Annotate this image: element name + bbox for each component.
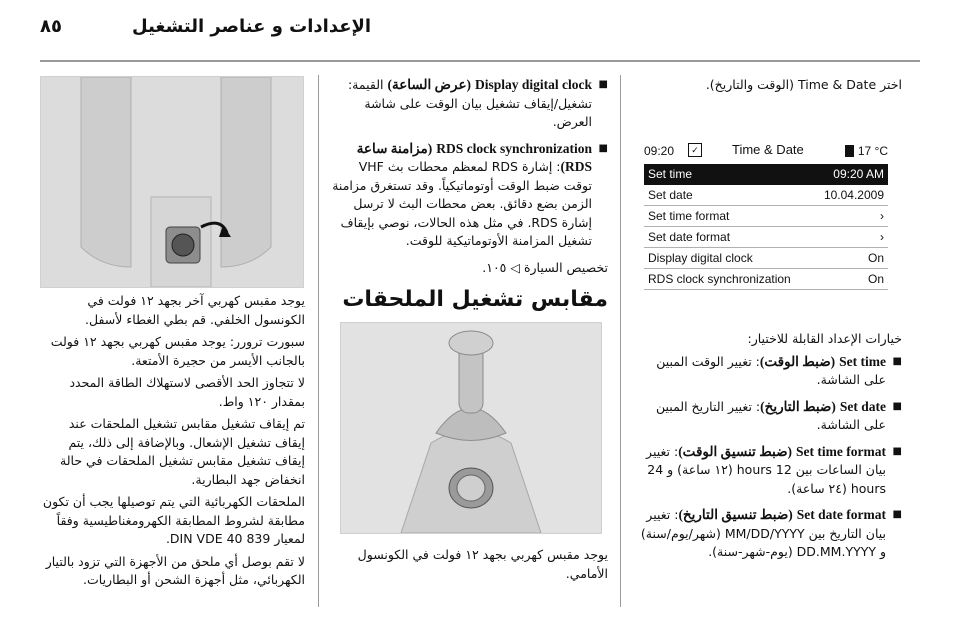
menu-row-label: Set time bbox=[648, 167, 693, 181]
time-date-screen bbox=[630, 132, 902, 324]
setting-term: Set date format bbox=[796, 507, 886, 522]
front-socket-photo bbox=[340, 322, 602, 534]
menu-row-value: 10.04.2009 bbox=[823, 188, 884, 202]
setting-item bbox=[632, 353, 902, 390]
photo-caption: يوجد مقبس كهربي بجهد ١٢ فولت في الكونسول الأمامي. bbox=[357, 547, 608, 581]
column-divider-right bbox=[620, 75, 621, 607]
page-number: ٨٥ bbox=[40, 16, 62, 37]
menu-row-set-date-format[interactable] bbox=[644, 227, 888, 248]
settings-list bbox=[632, 330, 902, 570]
screen-temperature bbox=[845, 144, 888, 158]
menu-row-label: RDS clock synchronization bbox=[648, 272, 791, 286]
menu-row-value: 09:20 AM bbox=[833, 167, 884, 181]
menu-row-value: On bbox=[867, 251, 884, 265]
setting-desc: : تغيير التاريخ المبين على الشاشة. bbox=[656, 398, 886, 432]
setting-desc: : تغيير بيان الساعات بين 12 hours (١٢ ساعة) و 24 hours (٢٤ ساعة). bbox=[646, 443, 886, 496]
menu-row-value: On bbox=[867, 272, 884, 286]
setting-desc: : تغيير بيان التاريخ بين MM/DD/YYYY (شهر/يوم/سنة) و DD.MM.YYYY (يوم-شهر-سنة). bbox=[640, 507, 886, 559]
chevron-right-icon: › bbox=[880, 230, 884, 244]
menu-row-rds-clock-sync[interactable] bbox=[644, 269, 888, 290]
screen-clock: 09:20 bbox=[644, 144, 675, 158]
menu-row-label: Display digital clock bbox=[648, 251, 753, 265]
setting-item bbox=[632, 398, 902, 435]
check-icon: ✓ bbox=[688, 143, 702, 157]
left-column bbox=[40, 292, 305, 594]
setting-term: Set time format bbox=[796, 443, 886, 459]
menu-row-set-date[interactable] bbox=[644, 185, 888, 206]
setting-label: (عرض الساعة) bbox=[387, 77, 471, 92]
paragraph: لا تقم بوصل أي ملحق من الأجهزة التي تزود بالتيار الكهربائي، مثل أجهزة الشحن أو البطاريات. bbox=[45, 553, 305, 587]
intro-text: اختر Time & Date (الوقت والتاريخ). bbox=[705, 77, 902, 92]
screen-title: Time & Date bbox=[732, 142, 804, 157]
paragraph: يوجد مقبس كهربي آخر بجهد ١٢ فولت في الكونسول الخلفي. قم بطي الغطاء لأسفل. bbox=[85, 293, 305, 327]
column-divider-left bbox=[318, 75, 319, 607]
setting-term: Set time bbox=[839, 353, 886, 369]
chevron-right-icon: › bbox=[880, 209, 884, 223]
paragraph: تم إيقاف تشغيل مقابس تشغيل الملحقات عند إيقاف تشغيل الإشعال. وبالإضافة إلى ذلك، يتم إيقاف تشغيل مقابس تشغيل الملحقات في حالة انخفاض جهد البطارية. bbox=[60, 416, 305, 487]
page-title: الإعدادات و عناصر التشغيل bbox=[132, 16, 372, 37]
rear-console-socket-illustration bbox=[41, 77, 303, 287]
setting-desc: : تغيير الوقت المبين على الشاشة. bbox=[656, 353, 886, 387]
setting-label: (ضبط التاريخ) bbox=[760, 398, 836, 414]
fuel-icon bbox=[845, 145, 854, 157]
setting-label: (ضبط تنسيق التاريخ) bbox=[678, 507, 793, 522]
menu-row-set-time-format[interactable] bbox=[644, 206, 888, 227]
menu-row-set-time[interactable] bbox=[644, 164, 888, 185]
setting-term: Set date bbox=[839, 398, 886, 414]
setting-item bbox=[632, 443, 902, 499]
gear-lever-socket-illustration bbox=[341, 323, 601, 533]
setting-term: RDS clock synchronization bbox=[436, 140, 592, 156]
temperature-value: 17 °C bbox=[857, 144, 888, 158]
paragraph: سبورت ترورر: يوجد مقبس كهربي بجهد ١٢ فولت بالجانب الأيسر من حجيرة الأمتعة. bbox=[50, 334, 305, 368]
menu-row-label: Set date format bbox=[648, 230, 731, 244]
paragraph: لا تتجاوز الحد الأقصى لاستهلاك الطاقة المحدد بمقدار ١٢٠ واط. bbox=[69, 375, 305, 409]
settings-intro: خيارات الإعداد القابلة للاختيار: bbox=[747, 331, 902, 346]
screen-menu bbox=[644, 164, 888, 290]
setting-label: (ضبط الوقت) bbox=[759, 353, 836, 369]
menu-row-label: Set time format bbox=[648, 209, 730, 223]
middle-column bbox=[328, 76, 608, 324]
rear-socket-photo bbox=[40, 76, 304, 288]
setting-label: (ضبط تنسيق الوقت) bbox=[678, 443, 793, 459]
setting-desc: القيمة: تشغيل/إيقاف تشغيل بيان الوقت على شاشة العرض. bbox=[347, 77, 592, 129]
setting-item bbox=[328, 76, 608, 132]
photo-caption-block bbox=[328, 546, 608, 587]
customization-reference: تخصيص السيارة ◁ ١٠٥. bbox=[482, 259, 608, 275]
setting-term: Display digital clock bbox=[474, 77, 592, 92]
setting-item bbox=[328, 140, 608, 251]
page-header bbox=[40, 10, 920, 50]
right-column bbox=[632, 76, 902, 99]
header-rule bbox=[40, 60, 920, 62]
setting-label: (مزامنة ساعة RDS) bbox=[356, 140, 592, 174]
section-title: مقابس تشغيل الملحقات bbox=[342, 287, 608, 312]
menu-row-label: Set date bbox=[648, 188, 693, 202]
setting-desc: : إشارة RDS لمعظم محطات بث VHF توقت ضبط الوقت أوتوماتيكياً. وقد تستغرق مزامنة الزمن بضع دقائق. بعض محطات البث لا ترسل إشارة RDS. في مثل هذه الحالات، نوصي بإيقاف تشغيل المزامنة الأوتوماتيكية للوقت. bbox=[332, 159, 592, 248]
menu-row-display-digital-clock[interactable] bbox=[644, 248, 888, 269]
paragraph: الملحقات الكهربائية التي يتم توصيلها يجب أن تكون مطابقة لشروط المطابقة الكهرومغناطيسية وفقاً لمعيار DIN VDE 40 839. bbox=[42, 494, 305, 546]
setting-item bbox=[632, 506, 902, 562]
screen-status-bar bbox=[644, 140, 888, 162]
